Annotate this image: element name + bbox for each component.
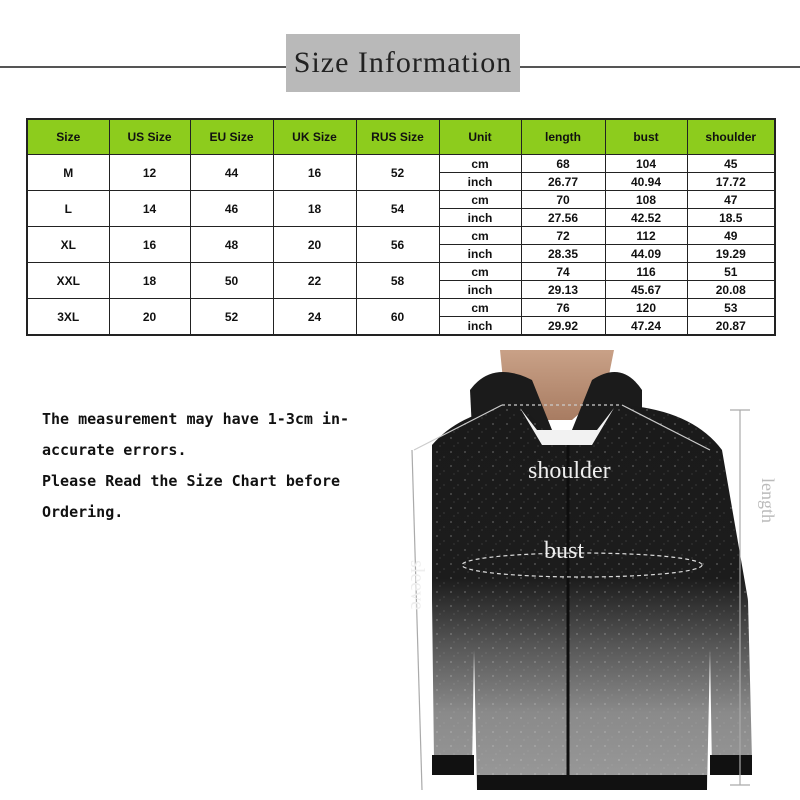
cell-us-size: 16: [109, 227, 190, 263]
header-shoulder: shoulder: [687, 119, 775, 155]
header-rus-size: RUS Size: [356, 119, 439, 155]
header-us-size: US Size: [109, 119, 190, 155]
label-sleeve: sleeve: [406, 560, 428, 610]
header-bust: bust: [605, 119, 687, 155]
cell-length: 70: [521, 191, 605, 209]
title-banner: [286, 34, 520, 92]
cell-eu-size: 52: [190, 299, 273, 336]
cell-bust: 47.24: [605, 317, 687, 336]
cell-shoulder: 51: [687, 263, 775, 281]
cell-uk-size: 24: [273, 299, 356, 336]
cell-length: 72: [521, 227, 605, 245]
cell-bust: 116: [605, 263, 687, 281]
cell-uk-size: 20: [273, 227, 356, 263]
cell-unit: inch: [439, 281, 521, 299]
cell-size: L: [27, 191, 109, 227]
cell-length: 29.13: [521, 281, 605, 299]
cell-length: 26.77: [521, 173, 605, 191]
cell-eu-size: 44: [190, 155, 273, 191]
cell-us-size: 20: [109, 299, 190, 336]
cell-uk-size: 22: [273, 263, 356, 299]
cell-bust: 42.52: [605, 209, 687, 227]
cell-shoulder: 20.87: [687, 317, 775, 336]
table-header-row: [27, 119, 775, 155]
cell-shoulder: 53: [687, 299, 775, 317]
cell-bust: 112: [605, 227, 687, 245]
cell-length: 29.92: [521, 317, 605, 336]
cell-unit: inch: [439, 173, 521, 191]
cell-unit: inch: [439, 317, 521, 336]
cell-size: XL: [27, 227, 109, 263]
header-length: length: [521, 119, 605, 155]
measurement-note: [42, 404, 392, 528]
cell-unit: inch: [439, 209, 521, 227]
cell-rus-size: 52: [356, 155, 439, 191]
cell-bust: 120: [605, 299, 687, 317]
cell-size: M: [27, 155, 109, 191]
cell-unit: cm: [439, 191, 521, 209]
note-line: The measurement may have 1-3cm in-: [42, 410, 350, 428]
cell-us-size: 12: [109, 155, 190, 191]
cell-bust: 45.67: [605, 281, 687, 299]
cell-rus-size: 54: [356, 191, 439, 227]
header-size: Size: [27, 119, 109, 155]
cell-shoulder: 47: [687, 191, 775, 209]
cell-bust: 44.09: [605, 245, 687, 263]
cell-eu-size: 48: [190, 227, 273, 263]
label-bust: bust: [544, 538, 585, 564]
cell-unit: cm: [439, 263, 521, 281]
cell-uk-size: 18: [273, 191, 356, 227]
cell-eu-size: 50: [190, 263, 273, 299]
hoodie-illustration: [392, 350, 800, 800]
page-title: Size Information: [293, 46, 513, 79]
cell-shoulder: 49: [687, 227, 775, 245]
cell-bust: 104: [605, 155, 687, 173]
cell-shoulder: 17.72: [687, 173, 775, 191]
cell-length: 68: [521, 155, 605, 173]
cell-shoulder: 18.5: [687, 209, 775, 227]
cell-rus-size: 56: [356, 227, 439, 263]
cell-shoulder: 20.08: [687, 281, 775, 299]
cell-shoulder: 19.29: [687, 245, 775, 263]
note-line: Ordering.: [42, 503, 124, 521]
header-eu-size: EU Size: [190, 119, 273, 155]
cell-length: 76: [521, 299, 605, 317]
cell-unit: cm: [439, 227, 521, 245]
note-line: Please Read the Size Chart before: [42, 472, 341, 490]
cell-uk-size: 16: [273, 155, 356, 191]
cell-length: 74: [521, 263, 605, 281]
label-shoulder: shoulder: [528, 458, 611, 484]
title-divider-right: [520, 66, 800, 68]
cell-length: 28.35: [521, 245, 605, 263]
table-row: [27, 155, 775, 173]
cell-rus-size: 60: [356, 299, 439, 336]
cell-eu-size: 46: [190, 191, 273, 227]
size-chart-table: [26, 118, 776, 336]
header-uk-size: UK Size: [273, 119, 356, 155]
cell-us-size: 14: [109, 191, 190, 227]
header-unit: Unit: [439, 119, 521, 155]
cell-bust: 108: [605, 191, 687, 209]
table-row: [27, 299, 775, 317]
cell-shoulder: 45: [687, 155, 775, 173]
label-length: length: [758, 478, 778, 523]
title-divider-left: [0, 66, 288, 68]
cell-size: XXL: [27, 263, 109, 299]
cell-us-size: 18: [109, 263, 190, 299]
hoodie-model-image: [392, 350, 800, 800]
table-row: [27, 227, 775, 245]
cell-unit: cm: [439, 155, 521, 173]
cell-unit: inch: [439, 245, 521, 263]
table-row: [27, 263, 775, 281]
cell-bust: 40.94: [605, 173, 687, 191]
table-row: [27, 191, 775, 209]
cell-length: 27.56: [521, 209, 605, 227]
note-line: accurate errors.: [42, 441, 187, 459]
cell-unit: cm: [439, 299, 521, 317]
cell-size: 3XL: [27, 299, 109, 336]
cell-rus-size: 58: [356, 263, 439, 299]
